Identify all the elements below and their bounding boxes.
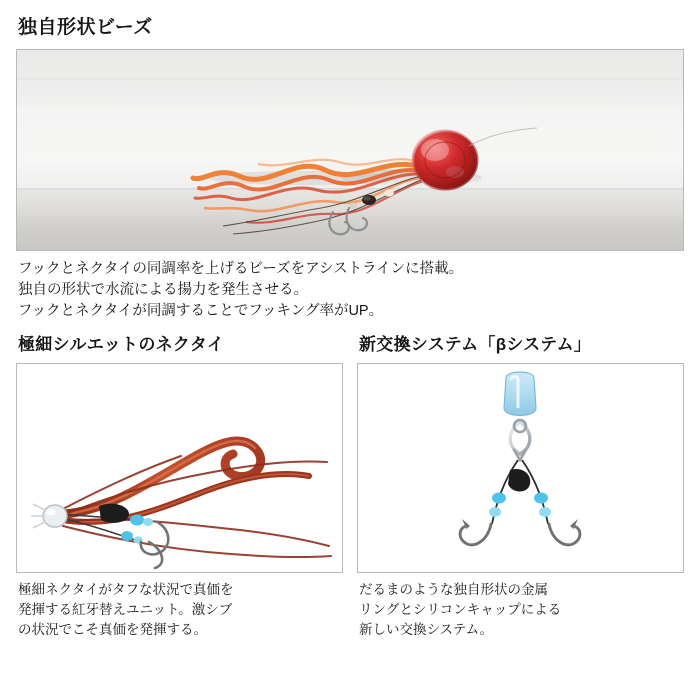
beta-caption-line-2: リングとシリコンキャップによる <box>359 601 562 617</box>
beta-system-illustration-frame <box>357 363 684 573</box>
necktie-caption-line-3: の状況でこそ真価を発揮する。 <box>18 622 207 638</box>
necktie-caption-line-1: 極細ネクタイがタフな状況で真価を <box>18 581 234 597</box>
lure-head <box>413 131 477 189</box>
silicone-cap <box>504 372 536 416</box>
feature-columns <box>16 336 684 640</box>
necktie-illustration-frame <box>16 363 343 573</box>
hero-section-title: 独自形状ビーズ <box>18 17 153 38</box>
beta-system-caption <box>359 580 682 641</box>
necktie-caption <box>18 580 341 641</box>
feature-column-beta-system <box>357 336 684 640</box>
hero-caption-line-2: 独自の形状で水流による揚力を発生させる。 <box>18 281 308 298</box>
necktie-section-title: 極細シルエットのネクタイ <box>18 334 225 354</box>
beta-system-section-title: 新交換システム「βシステム」 <box>359 334 592 354</box>
necktie-illustration <box>17 364 342 572</box>
necktie-caption-line-2: 発揮する紅牙替えユニット。激シブ <box>18 601 233 617</box>
hero-tairubber-photo <box>17 50 683 250</box>
beta-caption-line-1: だるまのような独自形状の金属 <box>359 581 548 597</box>
beta-system-illustration <box>358 364 683 572</box>
feature-column-necktie <box>16 336 343 640</box>
beta-caption-line-3: 新しい交換システム。 <box>359 622 494 638</box>
hero-caption <box>18 259 682 322</box>
hero-image-frame <box>16 49 684 251</box>
hero-caption-line-3: フックとネクタイが同調することでフッキング率がUP。 <box>18 302 384 319</box>
hero-caption-line-1: フックとネクタイの同調率を上げるビーズをアシストラインに搭載。 <box>18 260 464 277</box>
